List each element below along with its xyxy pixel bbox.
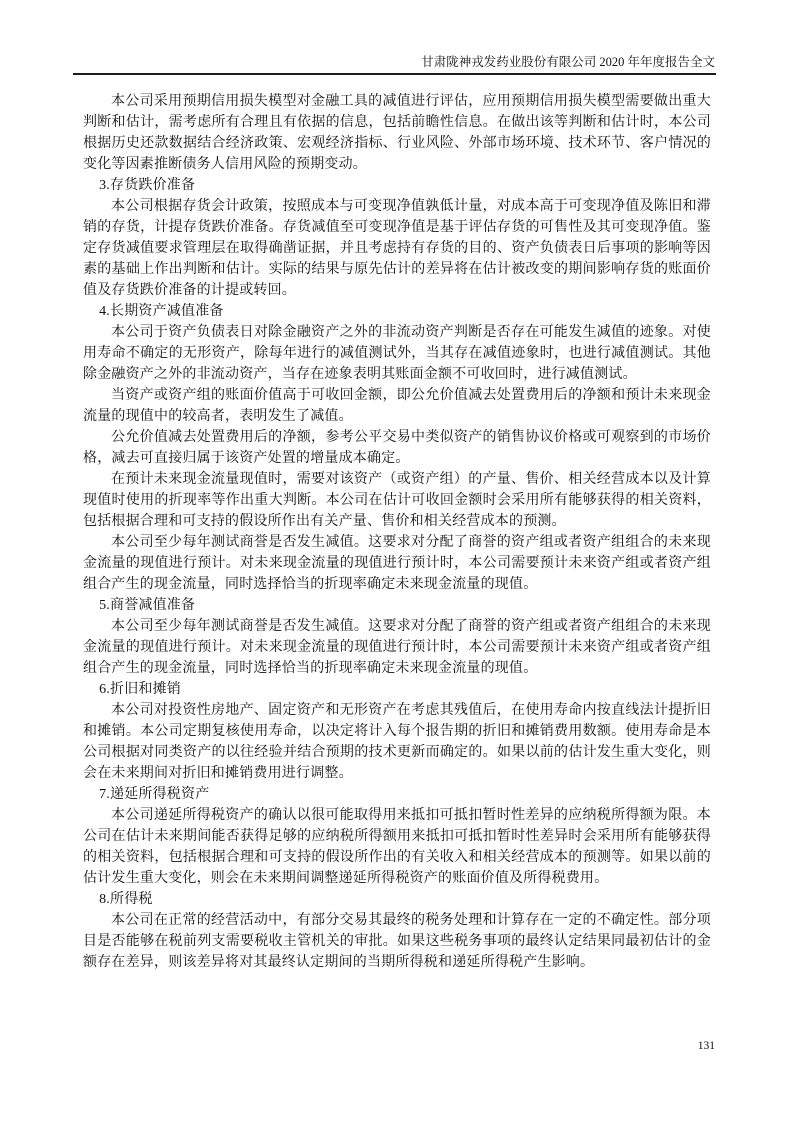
- section-heading: 5.商誉减值准备: [99, 598, 196, 613]
- section-heading: 3.存货跌价准备: [99, 178, 196, 193]
- paragraph: 本公司至少每年测试商誉是否发生减值。这要求对分配了商誉的资产组或者资产组组合的未来现金流量的现值进行预计。对未来现金流量的现值进行预计时，本公司需要预计未来资产组或者资产组组合产生的现金流量，同时选择恰当的折现率确定未来现金流量的现值。: [83, 535, 711, 592]
- page-number: 131: [697, 1040, 715, 1052]
- paragraph: 本公司采用预期信用损失模型对金融工具的减值进行评估，应用预期信用损失模型需要做出重大判断和估计，需考虑所有合理且有依据的信息，包括前瞻性信息。在做出该等判断和估计时，本公司根据历史还款数据结合经济政策、宏观经济指标、行业风险、外部市场环境、技术环节、客户情况的变化等因素推断债务人信用风险的预期变动。: [83, 94, 711, 172]
- paragraph: 当资产或资产组的账面价值高于可收回金额，即公允价值减去处置费用后的净额和预计未来现金流量的现值中的较高者，表明发生了减值。: [83, 388, 711, 424]
- paragraph: 本公司根据存货会计政策，按照成本与可变现净值孰低计量，对成本高于可变现净值及陈旧和滞销的存货，计提存货跌价准备。存货减值至可变现净值是基于评估存货的可售性及其可变现净值。鉴定存货减值要求管理层在取得确凿证据，并且考虑持有存货的目的、资产负债表日后事项的影响等因素的基础上作出判断和估计。实际的结果与原先估计的差异将在估计被改变的期间影响存货的账面价值及存货跌价准备的计提或转回。: [83, 199, 711, 298]
- paragraph: 本公司于资产负债表日对除金融资产之外的非流动资产判断是否存在可能发生减值的迹象。对使用寿命不确定的无形资产，除每年进行的减值测试外，当其存在减值迹象时，也进行减值测试。其他除金融资产之外的非流动资产，当存在迹象表明其账面金额不可收回时，进行减值测试。: [83, 325, 711, 382]
- paragraph: 在预计未来现金流量现值时，需要对该资产（或资产组）的产量、售价、相关经营成本以及计算现值时使用的折现率等作出重大判断。本公司在估计可收回金额时会采用所有能够获得的相关资料，包括根据合理和可支持的假设所作出有关产量、售价和相关经营成本的预测。: [83, 472, 711, 529]
- header-divider-rule: [73, 73, 716, 75]
- paragraph: 本公司在正常的经营活动中，有部分交易其最终的税务处理和计算存在一定的不确定性。部分项目是否能够在税前列支需要税收主管机关的审批。如果这些税务事项的最终认定结果同最初估计的金额存在差异，则该差异将对其最终认定期间的当期所得税和递延所得税产生影响。: [83, 913, 711, 970]
- section-heading: 7.递延所得税资产: [99, 787, 210, 802]
- document-body: [83, 91, 711, 973]
- section-heading: 8.所得税: [99, 892, 153, 907]
- section-heading: 6.折旧和摊销: [99, 682, 181, 697]
- page-header-title: 甘肃陇神戎发药业股份有限公司 2020 年年度报告全文: [421, 55, 715, 69]
- paragraph: 本公司至少每年测试商誉是否发生减值。这要求对分配了商誉的资产组或者资产组组合的未来现金流量的现值进行预计。对未来现金流量的现值进行预计时，本公司需要预计未来资产组或者资产组组合产生的现金流量，同时选择恰当的折现率确定未来现金流量的现值。: [83, 619, 711, 676]
- section-heading: 4.长期资产减值准备: [99, 304, 224, 319]
- paragraph: 本公司递延所得税资产的确认以很可能取得用来抵扣可抵扣暂时性差异的应纳税所得额为限。本公司在估计未来期间能否获得足够的应纳税所得额用来抵扣可抵扣暂时性差异时会采用所有能够获得的相关资料，包括根据合理和可支持的假设所作出的有关收入和相关经营成本的预测等。如果以前的估计发生重大变化，则会在未来期间调整递延所得税资产的账面价值及所得税费用。: [83, 808, 711, 886]
- paragraph: 本公司对投资性房地产、固定资产和无形资产在考虑其残值后，在使用寿命内按直线法计提折旧和摊销。本公司定期复核使用寿命，以决定将计入每个报告期的折旧和摊销费用数额。使用寿命是本公司根据对同类资产的以往经验并结合预期的技术更新而确定的。如果以前的估计发生重大变化，则会在未来期间对折旧和摊销费用进行调整。: [83, 703, 711, 781]
- paragraph: 公允价值减去处置费用后的净额，参考公平交易中类似资产的销售协议价格或可观察到的市场价格，减去可直接归属于该资产处置的增量成本确定。: [83, 430, 711, 466]
